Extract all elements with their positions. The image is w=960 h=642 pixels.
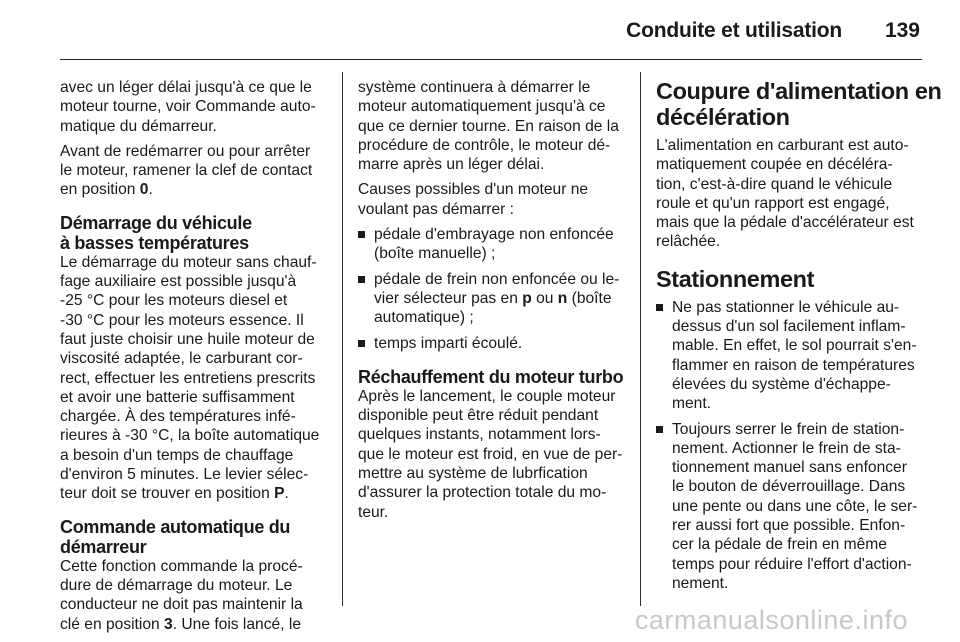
bullet-icon <box>656 426 663 433</box>
column-divider-1 <box>342 72 343 606</box>
col1-paragraph-3: Le démarrage du moteur sans chauf- fage auxiliaire est possible jusqu'à -25 °C pour les moteurs diesel et -30 °C pour les moteurs essence. Il faut juste choisir une huile moteur de viscosité adaptée, le carburant cor- rect, effectuer les entretiens prescrits et avoir une batterie suffisamment chargée. À des températures infé- rieures à -30 °C, la boîte automatique a besoin d'un temps de chauffage d'environ 5 minutes. Le levier sélec- teur doit se trouver en position P. <box>60 253 320 503</box>
heading-auto-starter: Commande automatique du démarreur <box>60 516 291 557</box>
column-1 <box>60 78 330 640</box>
col3-paragraph-1: L'alimentation en carburant est auto- matiquement coupée en décéléra- tion, c'est-à-dire quand le véhicule roule et qu'un rapport est engagé, mais que la pédale d'accélérateur est relâchée. <box>656 137 914 251</box>
header-rule <box>60 59 922 60</box>
heading-turbo-warmup: Réchauffement du moteur turbo <box>358 366 624 387</box>
col1-paragraph-2: Avant de redémarrer ou pour arrêter le moteur, ramener la clef de contact en position 0. <box>60 142 313 199</box>
list-item: pédale de frein non enfoncée ou le- vier sélecteur pas en p ou n (boîte automatique) ; <box>358 270 626 328</box>
col1-paragraph-4: Cette fonction commande la procé- dure de démarrage du moteur. Le conducteur ne doit pas maintenir la clé en position 3. Une fois lancé, le <box>60 557 303 633</box>
col2-paragraph-3: Après le lancement, le couple moteur disponible peut être réduit pendant quelques instants, notamment lors- que le moteur est froid, en vue de per- mettre au système de lubrfication d'assurer la protection totale du mo- teur. <box>358 387 623 521</box>
column-divider-2 <box>640 72 641 606</box>
heading-cold-start: Démarrage du véhicule à basses températures <box>60 212 252 253</box>
col2-paragraph-2: Causes possibles d'un moteur ne voulant pas démarrer : <box>358 181 589 218</box>
bullet-icon <box>656 304 663 311</box>
list-item: pédale d'embrayage non enfoncée (boîte manuelle) ; <box>358 225 626 264</box>
column-2 <box>358 78 626 528</box>
column-3 <box>656 78 942 599</box>
bullet-icon <box>358 276 365 283</box>
start-failure-causes-list <box>358 225 626 353</box>
list-item: Ne pas stationner le véhicule au- dessus d'un sol facilement inflam- mable. En effet, le sol pourrait s'en- flammer en raison de températures élevées du système d'échappe- ment. <box>656 298 924 414</box>
heading-fuel-cutoff: Coupure d'alimentation en décélération <box>656 78 942 130</box>
list-item: temps imparti écoulé. <box>358 334 626 353</box>
page-number: 139 <box>884 19 920 42</box>
page-header <box>0 0 960 60</box>
heading-parking: Stationnement <box>656 265 815 292</box>
col2-paragraph-1: système continuera à démarrer le moteur automatiquement jusqu'à ce que ce dernier tourne. En raison de la procédure de contrôle, le moteur dé- marre après un léger délai. <box>358 79 619 174</box>
bullet-icon <box>358 231 365 238</box>
parking-list <box>656 298 924 593</box>
watermark: carmanualsonline.info <box>634 605 908 635</box>
col1-paragraph-1: avec un léger délai jusqu'à ce que le moteur tourne, voir Commande auto- matique du démarreur. <box>60 79 316 135</box>
list-item: Toujours serrer le frein de station- nement. Actionner le frein de sta- tionnement manuel sans enfoncer le bouton de déverrouillage. Dans une pente ou dans une côte, le ser- rer aussi fort que possible. Enfon- cer la pédale de frein en même temps pour réduire l'effort d'action- nement. <box>656 420 924 594</box>
running-title: Conduite et utilisation <box>626 19 842 42</box>
bullet-icon <box>358 340 365 347</box>
